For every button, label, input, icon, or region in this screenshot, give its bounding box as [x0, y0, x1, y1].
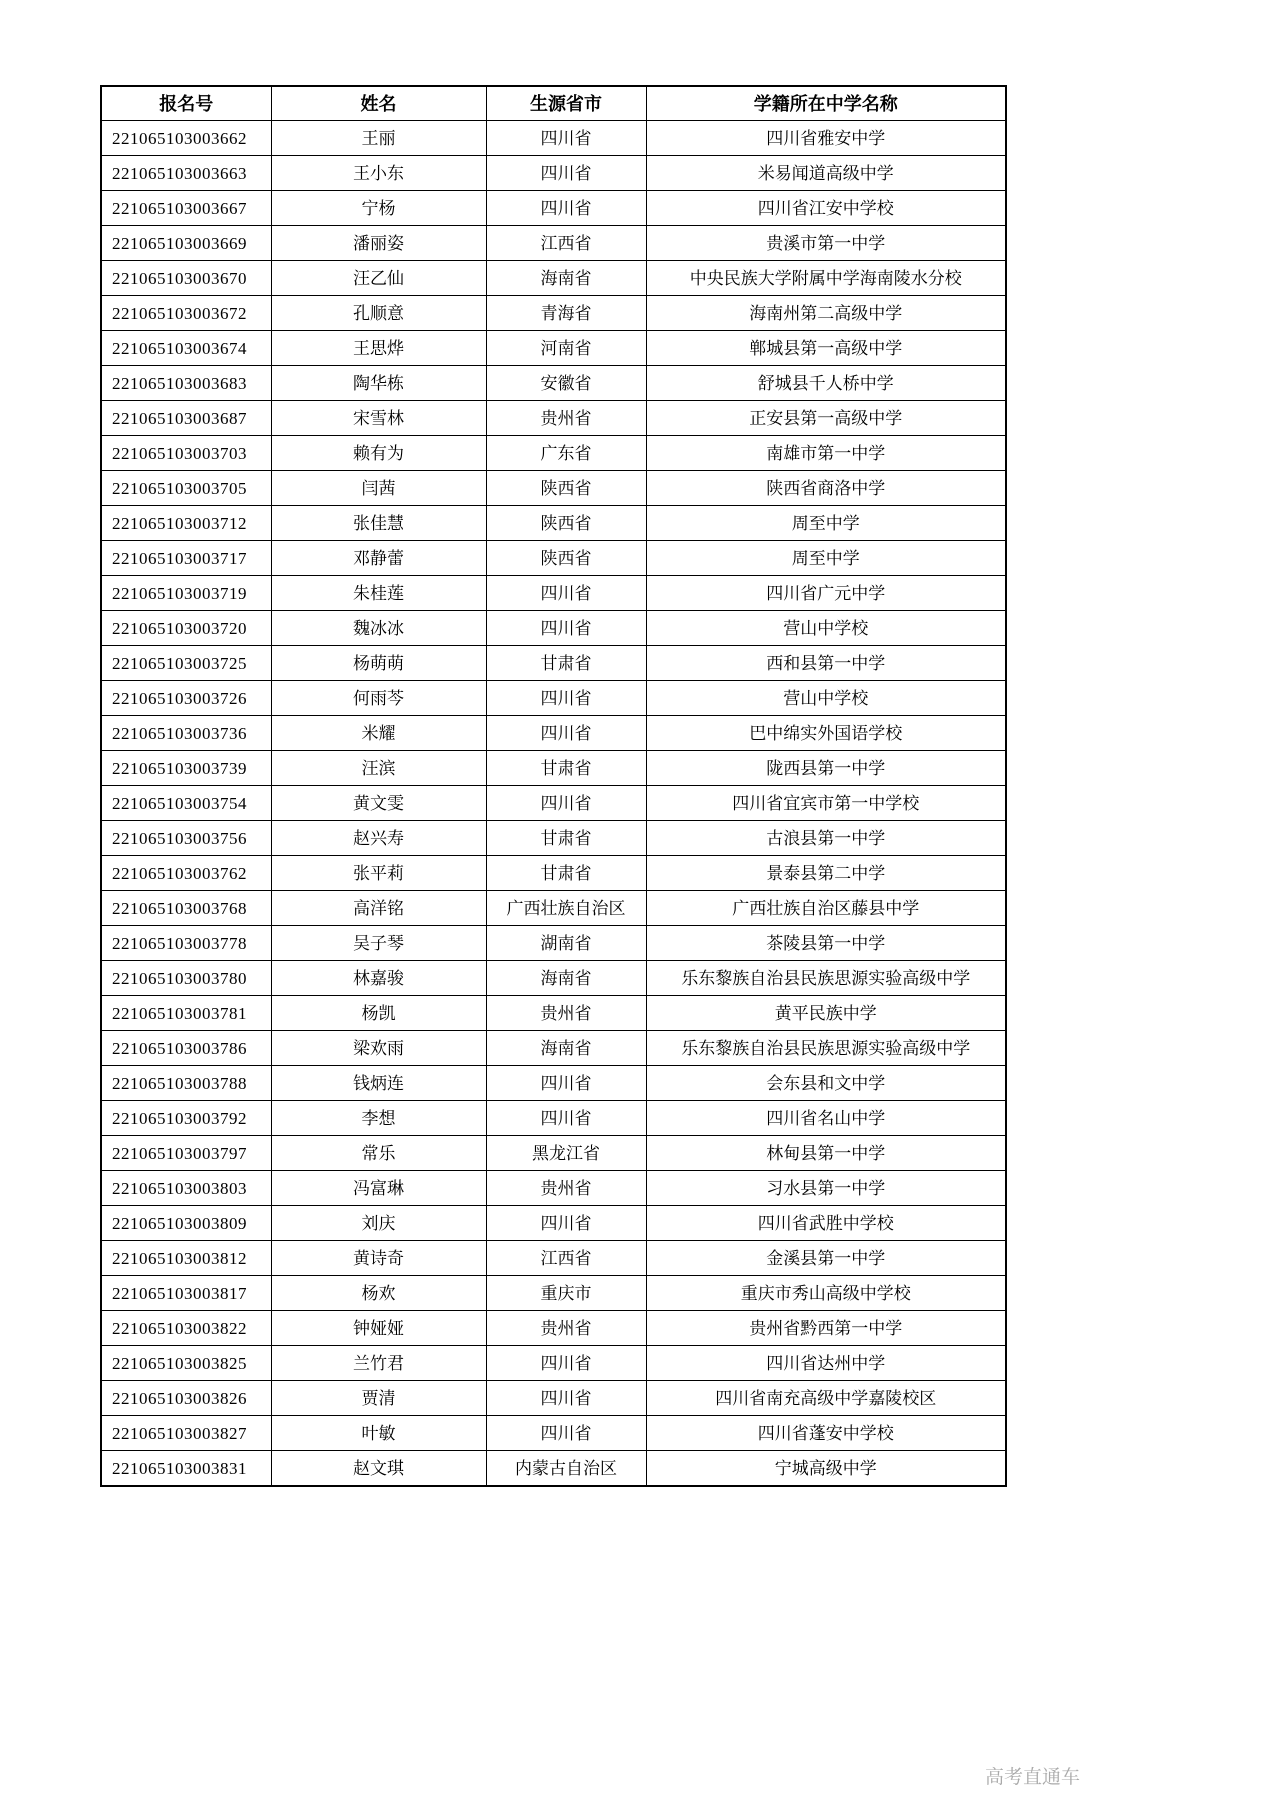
registration-number-cell: 221065103003719: [101, 576, 271, 611]
registration-number-cell: 221065103003786: [101, 1031, 271, 1066]
name-cell: 潘丽姿: [271, 226, 486, 261]
registration-number-cell: 221065103003674: [101, 331, 271, 366]
province-cell: 四川省: [486, 716, 646, 751]
name-cell: 杨萌萌: [271, 646, 486, 681]
province-cell: 甘肃省: [486, 856, 646, 891]
table-row: [101, 541, 1006, 576]
school-cell: 贵州省黔西第一中学: [646, 1311, 1006, 1346]
name-cell: 何雨芩: [271, 681, 486, 716]
registration-number-cell: 221065103003822: [101, 1311, 271, 1346]
province-cell: 内蒙古自治区: [486, 1451, 646, 1487]
registration-number-cell: 221065103003781: [101, 996, 271, 1031]
province-cell: 青海省: [486, 296, 646, 331]
registration-number-cell: 221065103003663: [101, 156, 271, 191]
school-cell: 西和县第一中学: [646, 646, 1006, 681]
province-cell: 四川省: [486, 681, 646, 716]
table-row: [101, 1276, 1006, 1311]
school-cell: 景泰县第二中学: [646, 856, 1006, 891]
school-cell: 郸城县第一高级中学: [646, 331, 1006, 366]
school-cell: 习水县第一中学: [646, 1171, 1006, 1206]
table-row: [101, 261, 1006, 296]
table-row: [101, 156, 1006, 191]
name-cell: 赵兴寿: [271, 821, 486, 856]
province-cell: 海南省: [486, 961, 646, 996]
registration-number-cell: 221065103003683: [101, 366, 271, 401]
name-cell: 王小东: [271, 156, 486, 191]
province-cell: 贵州省: [486, 996, 646, 1031]
name-cell: 张佳慧: [271, 506, 486, 541]
registration-number-cell: 221065103003667: [101, 191, 271, 226]
school-cell: 陕西省商洛中学: [646, 471, 1006, 506]
registration-number-cell: 221065103003809: [101, 1206, 271, 1241]
registration-number-cell: 221065103003803: [101, 1171, 271, 1206]
school-cell: 四川省南充高级中学嘉陵校区: [646, 1381, 1006, 1416]
province-cell: 四川省: [486, 576, 646, 611]
table-row: [101, 716, 1006, 751]
province-cell: 湖南省: [486, 926, 646, 961]
table-row: [101, 1171, 1006, 1206]
registration-number-cell: 221065103003712: [101, 506, 271, 541]
school-cell: 中央民族大学附属中学海南陵水分校: [646, 261, 1006, 296]
table-row: [101, 1206, 1006, 1241]
name-cell: 汪滨: [271, 751, 486, 786]
registration-number-cell: 221065103003725: [101, 646, 271, 681]
name-cell: 杨欢: [271, 1276, 486, 1311]
table-row: [101, 1031, 1006, 1066]
table-row: [101, 506, 1006, 541]
school-cell: 陇西县第一中学: [646, 751, 1006, 786]
registration-number-cell: 221065103003662: [101, 121, 271, 156]
registration-number-cell: 221065103003736: [101, 716, 271, 751]
name-cell: 陶华栋: [271, 366, 486, 401]
province-cell: 广西壮族自治区: [486, 891, 646, 926]
table-row: [101, 1066, 1006, 1101]
table-row: [101, 1346, 1006, 1381]
registration-number-cell: 221065103003670: [101, 261, 271, 296]
school-cell: 贵溪市第一中学: [646, 226, 1006, 261]
table-row: [101, 891, 1006, 926]
table-row: [101, 961, 1006, 996]
province-cell: 陕西省: [486, 506, 646, 541]
table-row: [101, 926, 1006, 961]
school-cell: 重庆市秀山高级中学校: [646, 1276, 1006, 1311]
province-cell: 四川省: [486, 1066, 646, 1101]
registration-number-cell: 221065103003669: [101, 226, 271, 261]
school-cell: 古浪县第一中学: [646, 821, 1006, 856]
table-body: [101, 121, 1006, 1487]
school-cell: 林甸县第一中学: [646, 1136, 1006, 1171]
name-cell: 贾清: [271, 1381, 486, 1416]
school-cell: 米易闻道高级中学: [646, 156, 1006, 191]
name-cell: 张平莉: [271, 856, 486, 891]
table-row: [101, 576, 1006, 611]
name-cell: 常乐: [271, 1136, 486, 1171]
school-cell: 四川省达州中学: [646, 1346, 1006, 1381]
province-cell: 陕西省: [486, 541, 646, 576]
table-row: [101, 401, 1006, 436]
name-cell: 孔顺意: [271, 296, 486, 331]
school-cell: 舒城县千人桥中学: [646, 366, 1006, 401]
province-cell: 甘肃省: [486, 646, 646, 681]
province-cell: 贵州省: [486, 1171, 646, 1206]
registration-number-cell: 221065103003792: [101, 1101, 271, 1136]
school-cell: 正安县第一高级中学: [646, 401, 1006, 436]
header-school-name: 学籍所在中学名称: [646, 86, 1006, 121]
registration-number-cell: 221065103003717: [101, 541, 271, 576]
table-row: [101, 786, 1006, 821]
name-cell: 赵文琪: [271, 1451, 486, 1487]
table-row: [101, 751, 1006, 786]
province-cell: 陕西省: [486, 471, 646, 506]
table-row: [101, 1241, 1006, 1276]
table-row: [101, 1416, 1006, 1451]
province-cell: 黑龙江省: [486, 1136, 646, 1171]
school-cell: 宁城高级中学: [646, 1451, 1006, 1487]
table-row: [101, 471, 1006, 506]
table-row: [101, 646, 1006, 681]
table-row: [101, 121, 1006, 156]
name-cell: 吴子琴: [271, 926, 486, 961]
registration-number-cell: 221065103003705: [101, 471, 271, 506]
registration-number-cell: 221065103003797: [101, 1136, 271, 1171]
name-cell: 林嘉骏: [271, 961, 486, 996]
name-cell: 兰竹君: [271, 1346, 486, 1381]
table-row: [101, 856, 1006, 891]
name-cell: 高洋铭: [271, 891, 486, 926]
name-cell: 黄文雯: [271, 786, 486, 821]
watermark-text: 高考直通车: [985, 1767, 1081, 1788]
school-cell: 四川省江安中学校: [646, 191, 1006, 226]
school-cell: 四川省名山中学: [646, 1101, 1006, 1136]
school-cell: 海南州第二高级中学: [646, 296, 1006, 331]
name-cell: 刘庆: [271, 1206, 486, 1241]
name-cell: 魏冰冰: [271, 611, 486, 646]
province-cell: 河南省: [486, 331, 646, 366]
school-cell: 巴中绵实外国语学校: [646, 716, 1006, 751]
table-row: [101, 1451, 1006, 1487]
school-cell: 茶陵县第一中学: [646, 926, 1006, 961]
province-cell: 四川省: [486, 611, 646, 646]
province-cell: 重庆市: [486, 1276, 646, 1311]
province-cell: 安徽省: [486, 366, 646, 401]
name-cell: 宋雪林: [271, 401, 486, 436]
registration-number-cell: 221065103003672: [101, 296, 271, 331]
name-cell: 闫茜: [271, 471, 486, 506]
registration-number-cell: 221065103003826: [101, 1381, 271, 1416]
school-cell: 营山中学校: [646, 611, 1006, 646]
table-header-row: [101, 86, 1006, 121]
school-cell: 乐东黎族自治县民族思源实验高级中学: [646, 1031, 1006, 1066]
school-cell: 周至中学: [646, 541, 1006, 576]
table-row: [101, 821, 1006, 856]
name-cell: 米耀: [271, 716, 486, 751]
registration-number-cell: 221065103003739: [101, 751, 271, 786]
name-cell: 邓静蕾: [271, 541, 486, 576]
student-list-table: [100, 85, 1007, 1487]
header-name: 姓名: [271, 86, 486, 121]
name-cell: 王丽: [271, 121, 486, 156]
registration-number-cell: 221065103003825: [101, 1346, 271, 1381]
name-cell: 汪乙仙: [271, 261, 486, 296]
registration-number-cell: 221065103003726: [101, 681, 271, 716]
registration-number-cell: 221065103003720: [101, 611, 271, 646]
table-row: [101, 1101, 1006, 1136]
table-row: [101, 366, 1006, 401]
table-row: [101, 611, 1006, 646]
province-cell: 四川省: [486, 1381, 646, 1416]
school-cell: 四川省武胜中学校: [646, 1206, 1006, 1241]
school-cell: 乐东黎族自治县民族思源实验高级中学: [646, 961, 1006, 996]
name-cell: 赖有为: [271, 436, 486, 471]
province-cell: 广东省: [486, 436, 646, 471]
province-cell: 四川省: [486, 121, 646, 156]
province-cell: 四川省: [486, 786, 646, 821]
table-row: [101, 1381, 1006, 1416]
name-cell: 杨凯: [271, 996, 486, 1031]
school-cell: 四川省广元中学: [646, 576, 1006, 611]
province-cell: 江西省: [486, 226, 646, 261]
table-row: [101, 1311, 1006, 1346]
table-row: [101, 226, 1006, 261]
school-cell: 四川省宜宾市第一中学校: [646, 786, 1006, 821]
registration-number-cell: 221065103003812: [101, 1241, 271, 1276]
registration-number-cell: 221065103003768: [101, 891, 271, 926]
name-cell: 钱炳连: [271, 1066, 486, 1101]
school-cell: 周至中学: [646, 506, 1006, 541]
registration-number-cell: 221065103003788: [101, 1066, 271, 1101]
registration-number-cell: 221065103003687: [101, 401, 271, 436]
registration-number-cell: 221065103003817: [101, 1276, 271, 1311]
province-cell: 海南省: [486, 261, 646, 296]
province-cell: 四川省: [486, 156, 646, 191]
table-row: [101, 296, 1006, 331]
province-cell: 四川省: [486, 1416, 646, 1451]
header-registration-number: 报名号: [101, 86, 271, 121]
name-cell: 王思烨: [271, 331, 486, 366]
school-cell: 金溪县第一中学: [646, 1241, 1006, 1276]
school-cell: 广西壮族自治区藤县中学: [646, 891, 1006, 926]
school-cell: 四川省蓬安中学校: [646, 1416, 1006, 1451]
name-cell: 叶敏: [271, 1416, 486, 1451]
name-cell: 宁杨: [271, 191, 486, 226]
header-source-province: 生源省市: [486, 86, 646, 121]
school-cell: 黄平民族中学: [646, 996, 1006, 1031]
province-cell: 甘肃省: [486, 821, 646, 856]
school-cell: 南雄市第一中学: [646, 436, 1006, 471]
school-cell: 四川省雅安中学: [646, 121, 1006, 156]
name-cell: 梁欢雨: [271, 1031, 486, 1066]
province-cell: 四川省: [486, 1206, 646, 1241]
registration-number-cell: 221065103003831: [101, 1451, 271, 1487]
registration-number-cell: 221065103003778: [101, 926, 271, 961]
school-cell: 营山中学校: [646, 681, 1006, 716]
province-cell: 四川省: [486, 1346, 646, 1381]
table-row: [101, 331, 1006, 366]
province-cell: 贵州省: [486, 1311, 646, 1346]
registration-number-cell: 221065103003754: [101, 786, 271, 821]
registration-number-cell: 221065103003703: [101, 436, 271, 471]
province-cell: 四川省: [486, 191, 646, 226]
registration-number-cell: 221065103003762: [101, 856, 271, 891]
table-row: [101, 996, 1006, 1031]
province-cell: 贵州省: [486, 401, 646, 436]
table-row: [101, 1136, 1006, 1171]
name-cell: 李想: [271, 1101, 486, 1136]
name-cell: 钟娅娅: [271, 1311, 486, 1346]
province-cell: 江西省: [486, 1241, 646, 1276]
registration-number-cell: 221065103003780: [101, 961, 271, 996]
registration-number-cell: 221065103003827: [101, 1416, 271, 1451]
name-cell: 黄诗奇: [271, 1241, 486, 1276]
table-row: [101, 191, 1006, 226]
school-cell: 会东县和文中学: [646, 1066, 1006, 1101]
province-cell: 海南省: [486, 1031, 646, 1066]
table-row: [101, 436, 1006, 471]
name-cell: 冯富琳: [271, 1171, 486, 1206]
name-cell: 朱桂莲: [271, 576, 486, 611]
registration-number-cell: 221065103003756: [101, 821, 271, 856]
table-row: [101, 681, 1006, 716]
province-cell: 甘肃省: [486, 751, 646, 786]
province-cell: 四川省: [486, 1101, 646, 1136]
